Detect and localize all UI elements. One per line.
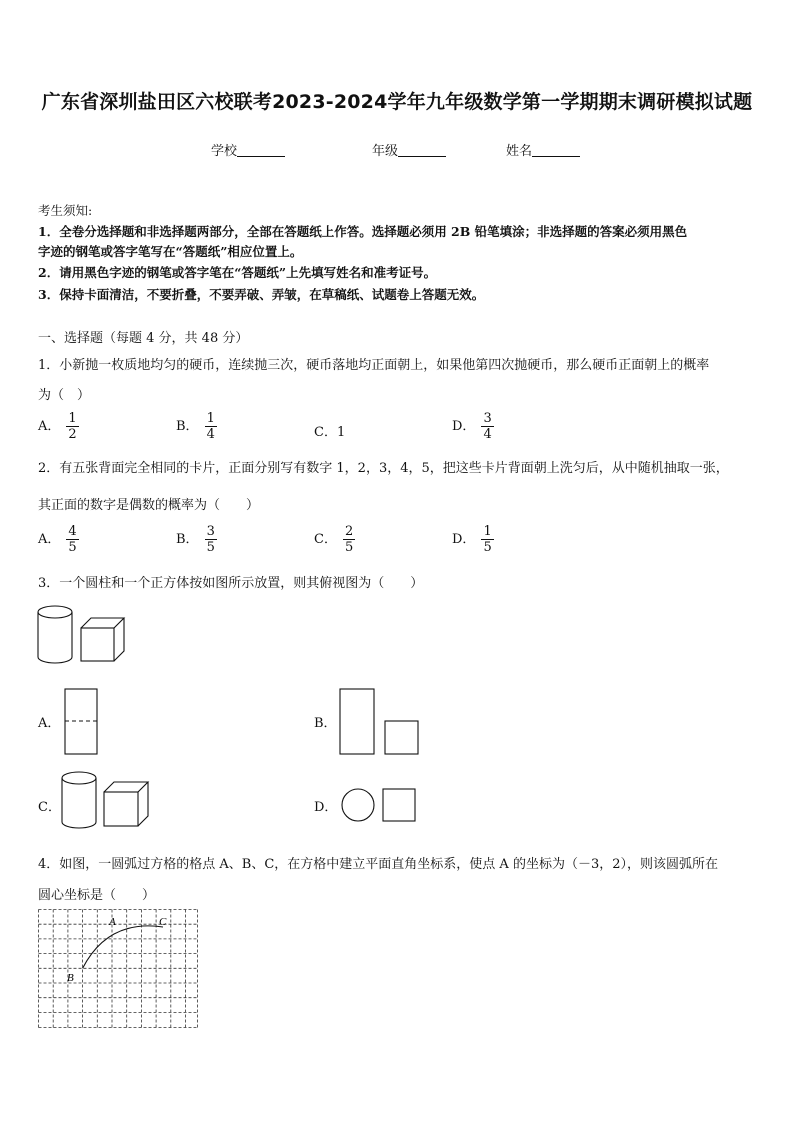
q4-text-cont: 圆心坐标是（ ） xyxy=(38,888,156,903)
q3-option-b-figure xyxy=(339,688,421,756)
q1-option-c-letter: C． xyxy=(314,425,337,440)
q2-option-b[interactable] xyxy=(176,524,217,555)
q2-option-b-fraction xyxy=(205,524,217,555)
q3-option-a-letter: A． xyxy=(38,716,61,731)
fraction-numerator: 4 xyxy=(68,524,77,539)
q2-option-d-letter: D． xyxy=(452,532,476,547)
circle-shape xyxy=(342,789,374,821)
q1-option-a[interactable] xyxy=(38,411,79,442)
q3-option-d-letter: D． xyxy=(314,800,338,815)
point-b-label: B xyxy=(67,972,74,984)
fraction-denominator: 5 xyxy=(483,540,492,555)
school-field xyxy=(211,140,285,159)
q3-option-a-figure xyxy=(64,688,100,756)
q2-option-c-letter: C． xyxy=(314,532,337,547)
q4-grid-figure xyxy=(38,909,200,1031)
tall-rectangle-shape xyxy=(340,689,374,754)
q2-option-c[interactable] xyxy=(314,524,355,555)
q3-option-b-letter: B． xyxy=(314,716,337,731)
q2-text: 2．有五张背面完全相同的卡片，正面分别写有数字 1，2，3，4，5，把这些卡片背面朝上洗匀后，从中随机抽取一张， xyxy=(38,461,729,476)
q1-option-d[interactable] xyxy=(452,411,494,442)
square-shape xyxy=(383,789,415,821)
fraction-denominator: 4 xyxy=(206,427,215,442)
fraction-denominator: 5 xyxy=(344,540,354,555)
fraction-denominator: 5 xyxy=(68,540,77,555)
q1-option-c-value: 1 xyxy=(336,425,346,440)
fraction-denominator: 4 xyxy=(483,427,492,442)
fraction-denominator: 5 xyxy=(206,540,215,555)
q3-option-c[interactable] xyxy=(38,796,61,815)
q3-text: 3．一个圆柱和一个正方体按如图所示放置，则其俯视图为（ ） xyxy=(38,576,424,591)
q1-option-c[interactable] xyxy=(314,421,345,440)
notice-item-2: 2．请用黑色字迹的钢笔或答字笔在“答题纸”上先填写姓名和准考证号。 xyxy=(38,265,437,280)
cube-shape xyxy=(81,618,124,661)
fraction-numerator: 3 xyxy=(206,524,215,539)
cylinder-shape xyxy=(38,606,72,663)
q2-option-a-fraction xyxy=(66,524,78,555)
q3-option-b[interactable] xyxy=(314,712,337,731)
grade-field xyxy=(372,140,446,159)
q1-option-b-fraction xyxy=(205,411,217,442)
notice-item-1-cont: 字迹的钢笔或答字笔写在“答题纸”相应位置上。 xyxy=(38,244,303,259)
q3-option-d[interactable] xyxy=(314,796,337,815)
q3-option-c-figure xyxy=(60,770,154,832)
name-label: 姓名 xyxy=(506,144,533,159)
q1-text-cont: 为（ ） xyxy=(38,388,91,403)
cylinder-shape xyxy=(62,772,96,828)
notice-item-3: 3．保持卡面清洁，不要折叠，不要弄破、弄皱，在草稿纸、试题卷上答题无效。 xyxy=(38,287,485,302)
cube-shape xyxy=(104,782,148,826)
fraction-denominator: 2 xyxy=(68,427,77,442)
fraction-numerator: 3 xyxy=(483,411,492,426)
point-a-label: A xyxy=(109,916,116,928)
q2-text-cont: 其正面的数字是偶数的概率为（ ） xyxy=(38,498,260,513)
q1-option-a-fraction xyxy=(66,411,78,442)
school-label: 学校 xyxy=(211,144,238,159)
q2-option-b-letter: B． xyxy=(176,532,199,547)
fraction-numerator: 1 xyxy=(483,524,492,539)
dashed-grid xyxy=(39,910,198,1028)
q1-option-b[interactable] xyxy=(176,411,217,442)
page-title: 广东省深圳盐田区六校联考2023-2024学年九年级数学第一学期期末调研模拟试题 xyxy=(41,91,753,113)
fraction-numerator: 1 xyxy=(68,411,77,426)
fraction-numerator: 2 xyxy=(344,524,354,539)
q3-option-c-letter: C． xyxy=(38,800,61,815)
q4-text: 4．如图，一圆弧过方格的格点 A、B、C，在方格中建立平面直角坐标系，使点 A 的坐标为（－3，2），则该圆弧所在 xyxy=(38,857,718,872)
circular-arc xyxy=(83,926,163,968)
fraction-numerator: 1 xyxy=(206,411,215,426)
notice-item-1: 1．全卷分选择题和非选择题两部分，全部在答题纸上作答。选择题必须用 2B 铅笔填涂；非选择题的答案必须用黑色 xyxy=(38,224,688,239)
q2-option-a[interactable] xyxy=(38,524,79,555)
name-blank xyxy=(532,144,580,157)
section-heading: 一、选择题（每题 4 分，共 48 分） xyxy=(38,331,249,346)
q1-option-a-letter: A． xyxy=(38,419,61,434)
grade-label: 年级 xyxy=(372,144,399,159)
square-shape xyxy=(385,721,418,754)
q2-option-a-letter: A． xyxy=(38,532,61,547)
q3-option-d-figure xyxy=(340,788,420,824)
q2-option-d[interactable] xyxy=(452,524,494,555)
q3-figure xyxy=(36,604,136,668)
q2-option-d-fraction xyxy=(481,524,493,555)
q2-option-c-fraction xyxy=(343,524,355,555)
point-c-label: C xyxy=(159,916,167,928)
q1-text: 1．小新抛一枚质地均匀的硬币，连续抛三次，硬币落地均正面朝上，如果他第四次抛硬币，那么硬币正面朝上的概率 xyxy=(38,358,710,373)
notice-heading: 考生须知: xyxy=(38,203,93,218)
q1-option-d-letter: D． xyxy=(452,419,476,434)
q1-option-d-fraction xyxy=(481,411,493,442)
grade-blank xyxy=(398,144,446,157)
q1-option-b-letter: B． xyxy=(176,419,199,434)
name-field xyxy=(506,140,580,159)
q3-option-a[interactable] xyxy=(38,712,60,731)
school-blank xyxy=(237,144,285,157)
